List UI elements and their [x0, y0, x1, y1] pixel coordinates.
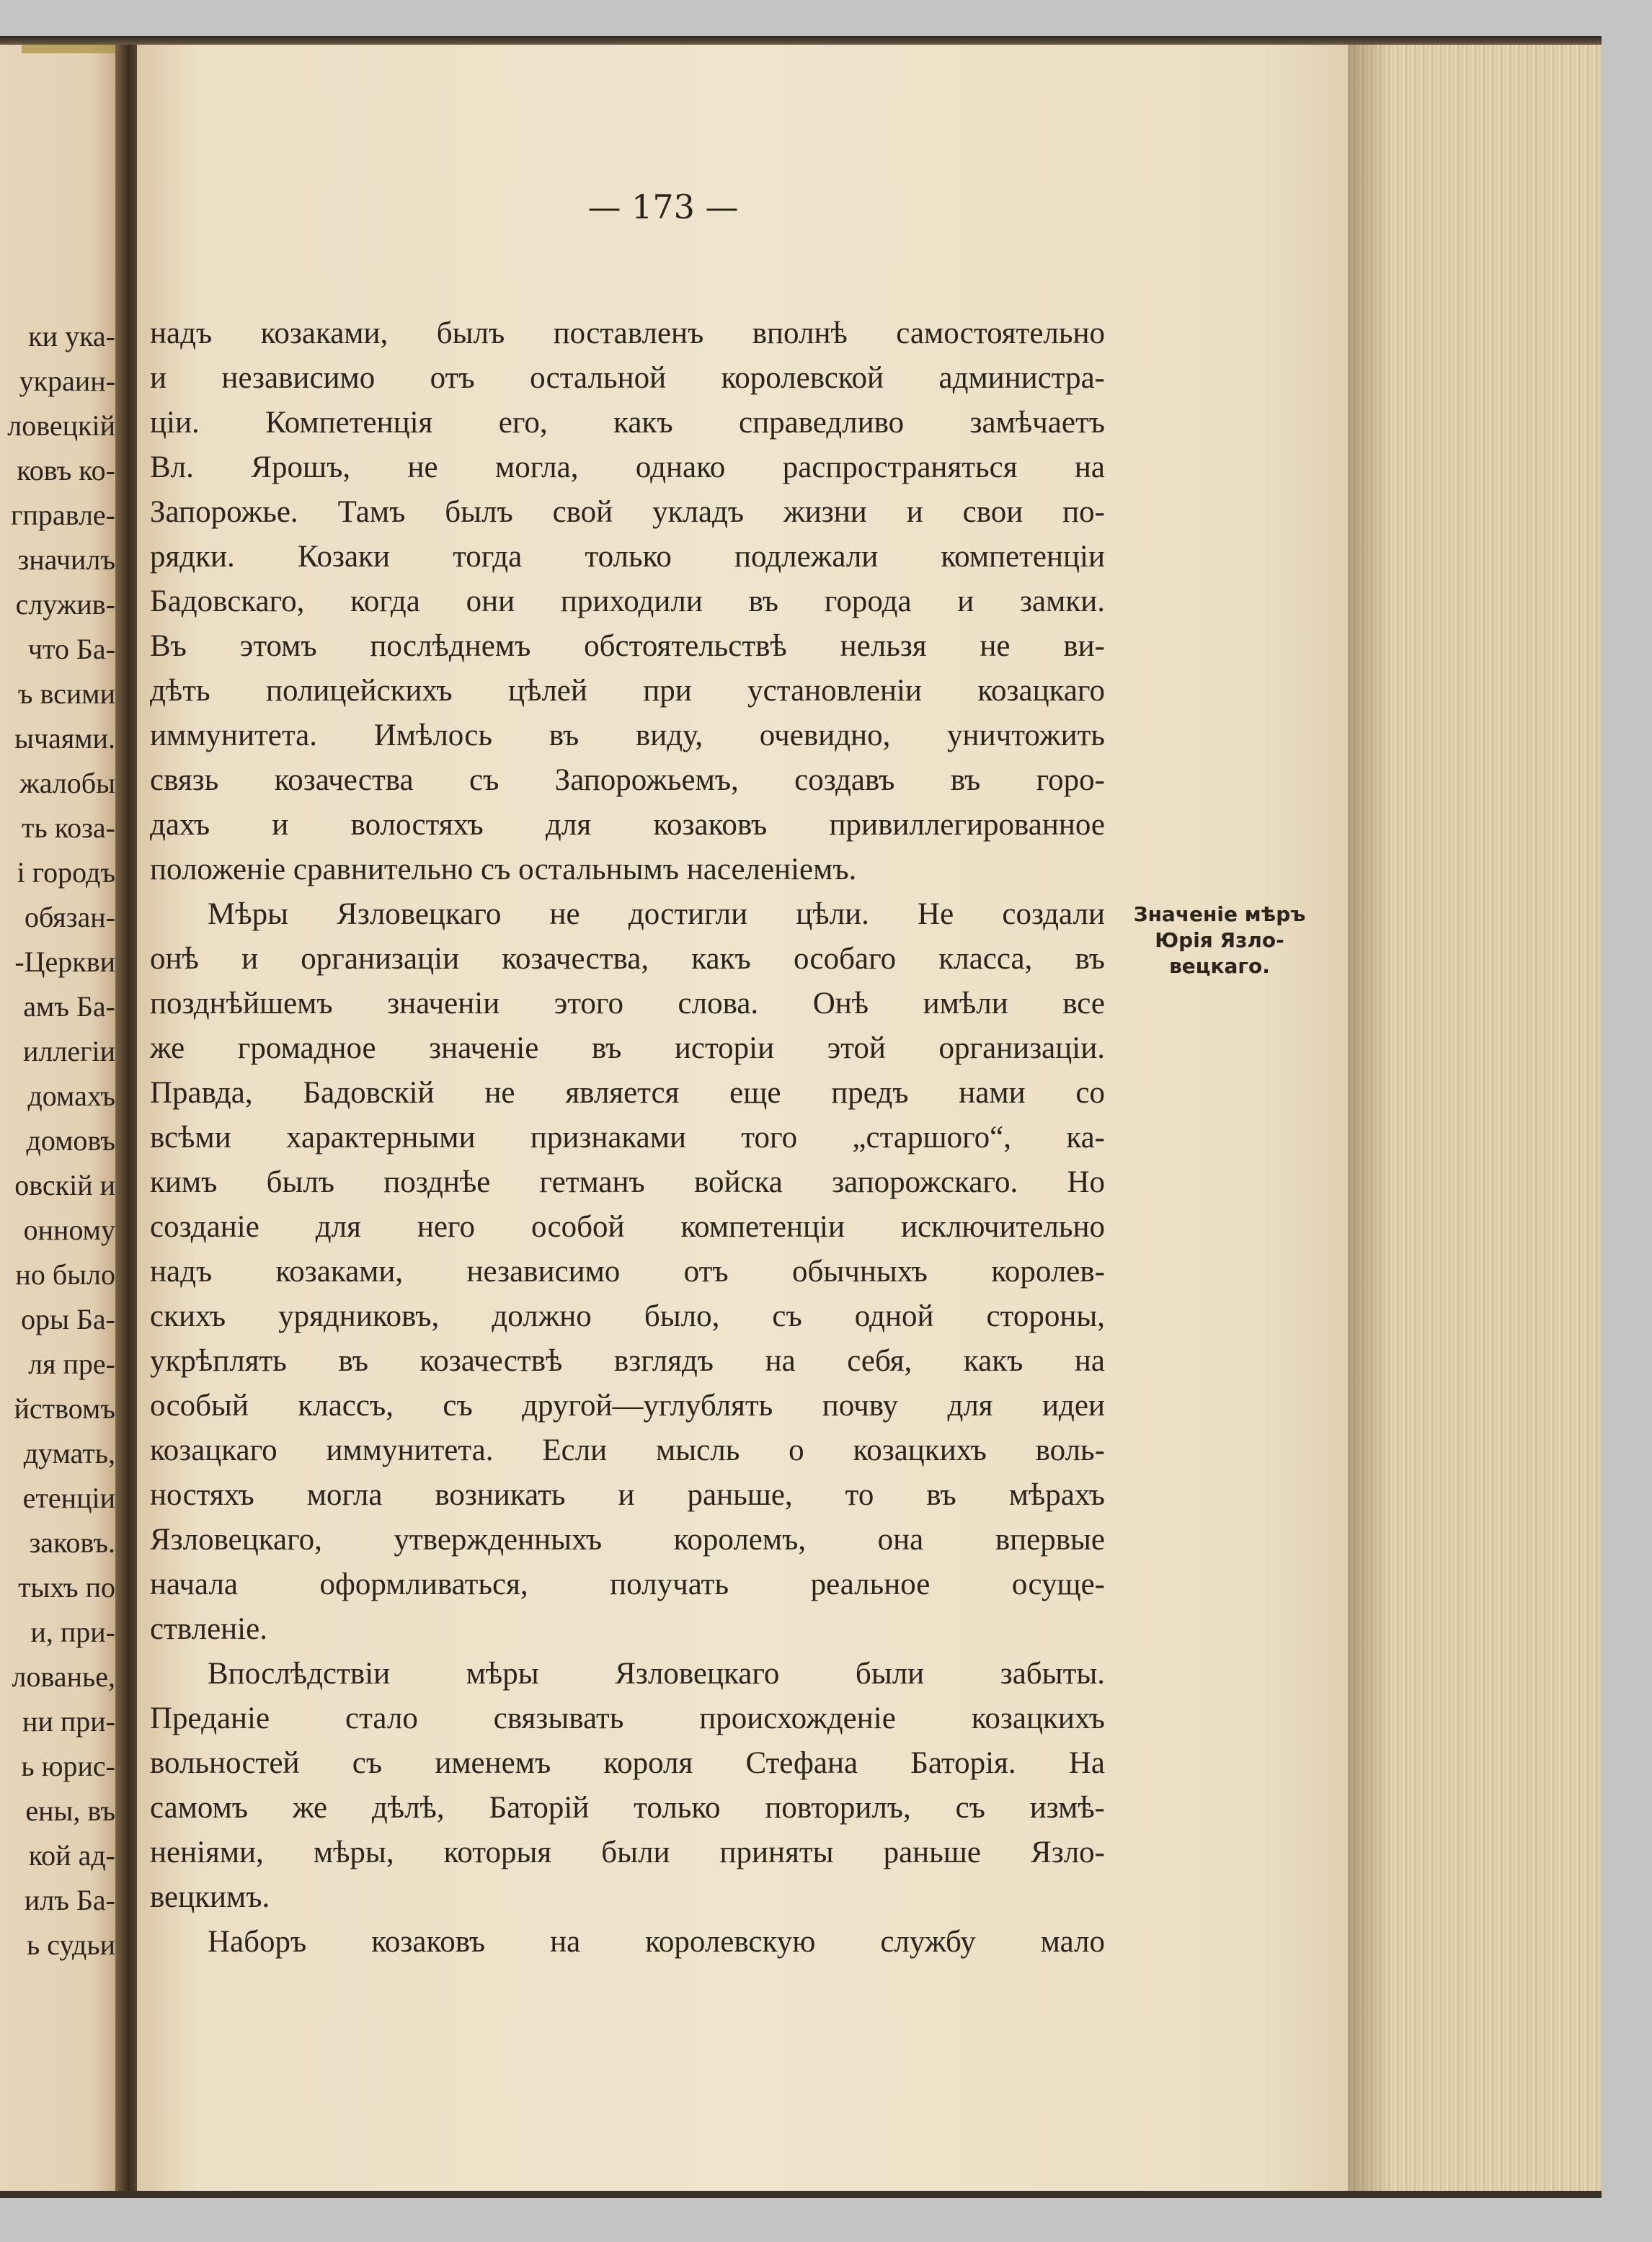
text-line: всѣми характерными признаками того „старшого“, ка-: [150, 1121, 1105, 1155]
left-page-fragment: жалобы: [19, 767, 115, 799]
left-page-fragment: ены, въ: [25, 1794, 115, 1827]
text-line: созданіе для него особой компетенціи исключительно: [150, 1210, 1105, 1244]
text-line: кимъ былъ позднѣе гетманъ войска запорожскаго. Но: [150, 1165, 1105, 1199]
text-line: Язловецкаго, утвержденныхъ королемъ, она впервые: [150, 1523, 1105, 1557]
left-page-fragment: ь юрис-: [21, 1750, 115, 1782]
text-line: рядки. Козаки тогда только подлежали компетенціи: [150, 540, 1105, 574]
left-page-fragment: і городъ: [17, 856, 115, 889]
margin-note-line: Значеніе мѣръ: [1133, 902, 1306, 926]
margin-note-line: вецкаго.: [1169, 954, 1270, 978]
left-page-fragment: ть коза-: [22, 811, 115, 844]
text-line: положеніе сравнительно съ остальнымъ населеніемъ.: [150, 853, 857, 886]
scan-top-edge: [0, 36, 1602, 45]
text-line: дѣть полицейскихъ цѣлей при установленіи козацкаго: [150, 674, 1105, 708]
text-line: вецкимъ.: [150, 1880, 270, 1914]
text-line: Бадовскаго, когда они приходили въ города и замки.: [150, 584, 1105, 618]
left-page-fragment: ъ всими: [17, 677, 115, 710]
left-page-fragment: думать,: [23, 1437, 115, 1469]
left-page-fragment: амъ Ба-: [23, 990, 115, 1023]
left-page-fragment: что Ба-: [27, 633, 115, 665]
left-page-fragment: но было: [15, 1258, 115, 1291]
left-page-fragment: и, при-: [30, 1616, 115, 1648]
text-line: ціи. Компетенція его, какъ справедливо замѣчаетъ: [150, 406, 1105, 440]
text-line: ностяхъ могла возникать и раньше, то въ мѣрахъ: [150, 1478, 1105, 1512]
left-page-fragment: заковъ.: [29, 1526, 115, 1559]
left-page-fragment: ни при-: [22, 1705, 115, 1738]
text-line: начала оформливаться, получать реальное осуще-: [150, 1567, 1105, 1601]
text-line: связь козачества съ Запорожьемъ, создавъ въ горо-: [150, 763, 1105, 797]
left-page-fragment: кой ад-: [28, 1839, 115, 1872]
text-line: надъ козаками, независимо отъ обычныхъ королев-: [150, 1255, 1105, 1289]
left-page: [0, 36, 128, 2198]
left-page-fragment: -Церкви: [14, 946, 115, 978]
text-line: ствленіе.: [150, 1612, 267, 1646]
page-number: — 173 —: [587, 187, 739, 226]
left-page-fragment: онному: [23, 1214, 115, 1246]
text-line: особый классъ, съ другой—углублять почву для идеи: [150, 1389, 1105, 1423]
left-page-fragment: илъ Ба-: [24, 1884, 115, 1916]
left-page-fragment: тыхъ по: [18, 1571, 115, 1603]
text-line: Мѣры Язловецкаго не достигли цѣли. Не создали: [208, 897, 1105, 931]
text-line: и независимо отъ остальной королевской администра-: [150, 361, 1105, 395]
text-line: укрѣплять въ козачествѣ взглядъ на себя, какъ на: [150, 1344, 1105, 1378]
left-page-fragment: лованье,: [12, 1660, 115, 1693]
text-line: козацкаго иммунитета. Если мысль о козацкихъ воль-: [150, 1433, 1105, 1467]
left-page-fragment: украин-: [19, 365, 115, 397]
text-line: вольностей съ именемъ короля Стефана Баторія. На: [150, 1746, 1105, 1780]
left-page-fragment: ковъ ко-: [17, 454, 115, 486]
text-line: дахъ и волостяхъ для козаковъ привиллегированное: [150, 808, 1105, 842]
text-line: неніями, мѣры, которыя были приняты раньше Язло-: [150, 1836, 1105, 1869]
text-line: же громадное значеніе въ исторіи этой организаціи.: [150, 1031, 1105, 1065]
scan-bottom-edge: [0, 2191, 1602, 2198]
left-page-fragment: домахъ: [27, 1080, 115, 1112]
left-page-fragment: ки ука-: [28, 320, 115, 352]
left-page-fragment: ычаями.: [14, 722, 115, 755]
text-line: самомъ же дѣлѣ, Баторій только повторилъ, съ измѣ-: [150, 1791, 1105, 1825]
text-line: Преданіе стало связывать происхожденіе козацкихъ: [150, 1701, 1105, 1735]
left-page-fragment: ля пре-: [28, 1348, 115, 1380]
left-page-fragment: йствомъ: [14, 1392, 115, 1425]
text-line: Вл. Ярошъ, не могла, однако распространяться на: [150, 450, 1105, 484]
scanned-book-spread: [0, 36, 1602, 2198]
text-line: позднѣйшемъ значеніи этого слова. Онѣ имѣли все: [150, 987, 1105, 1020]
text-line: Правда, Бадовскій не является еще предъ нами со: [150, 1076, 1105, 1110]
left-page-fragment: гправле-: [11, 499, 115, 531]
left-page-fragment: ь судьи: [27, 1929, 115, 1961]
text-line: Запорожье. Тамъ былъ свой укладъ жизни и свои по-: [150, 495, 1105, 529]
left-page-fragment: обязан-: [24, 901, 115, 933]
margin-note-line: Юрія Язло-: [1155, 928, 1284, 952]
text-line: онѣ и организаціи козачества, какъ особаго класса, въ: [150, 942, 1105, 976]
left-page-fragment: домовъ: [26, 1124, 115, 1157]
left-page-fragment: овскій и: [14, 1169, 115, 1201]
left-page-fragment: служив-: [15, 588, 115, 620]
left-page-fragment: ловецкій: [7, 409, 115, 442]
left-page-fragment: иллегіи: [22, 1035, 115, 1067]
text-line: надъ козаками, былъ поставленъ вполнѣ самостоятельно: [150, 316, 1105, 350]
text-line: Впослѣдствіи мѣры Язловецкаго были забыты.: [208, 1657, 1105, 1691]
left-page-fragment: етенціи: [22, 1482, 115, 1514]
text-line: иммунитета. Имѣлось въ виду, очевидно, уничтожить: [150, 719, 1105, 752]
text-line: Въ этомъ послѣднемъ обстоятельствѣ нельзя не ви-: [150, 629, 1105, 663]
left-page-ribbon: [22, 43, 128, 53]
right-page: [137, 36, 1355, 2198]
page-edge-shadow: [1348, 36, 1391, 2198]
text-line: скихъ урядниковъ, должно было, съ одной стороны,: [150, 1299, 1105, 1333]
text-line: Наборъ козаковъ на королевскую службу мало: [208, 1925, 1105, 1959]
left-page-fragment: значилъ: [17, 543, 115, 576]
left-page-fragment: оры Ба-: [21, 1303, 115, 1335]
